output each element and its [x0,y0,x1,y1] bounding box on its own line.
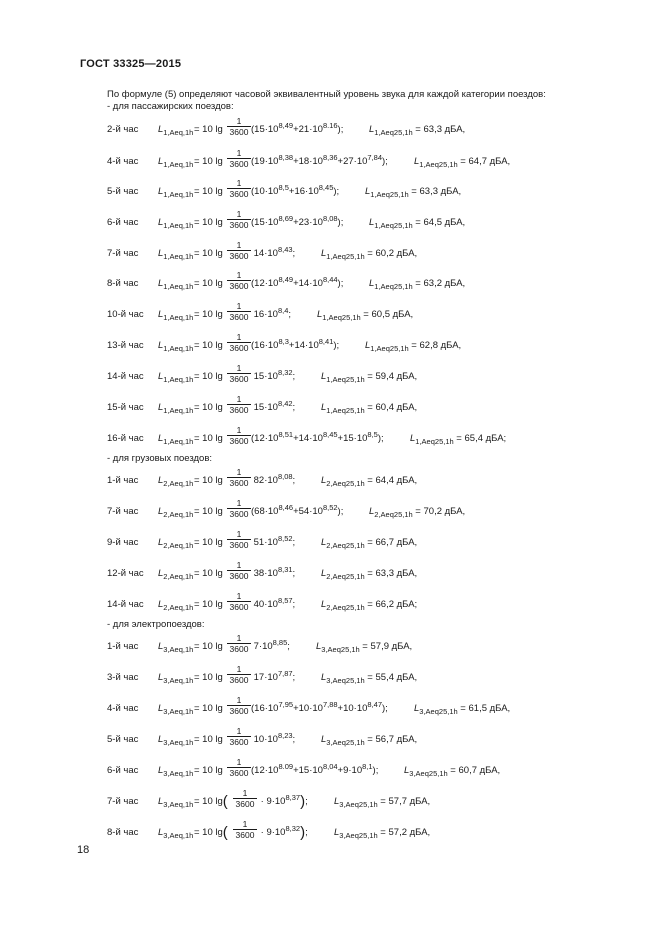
fraction-1-3600: $\frac{1}{3600}$ [227,726,251,747]
formula-row [0,240,661,269]
formula-expression: $38\cdot 10^{8,31}$; [251,565,296,579]
formula-equals: = 10 lg [194,506,223,517]
formula-equals: = 10 lg [194,433,223,444]
hour-label: 5-й час [107,186,139,197]
formula-row [0,664,661,693]
formula-expression: $15\cdot 10^{8,32}$; [251,368,296,382]
formula-lhs: $L_{1,Aeq,1h}$ [158,309,194,322]
formula-lhs: $L_{3,Aeq,1h}$ [158,827,194,840]
formula-expression: $40\cdot 10^{8,57}$; [251,596,296,610]
formula-lhs: $L_{1,Aeq,1h}$ [158,156,194,169]
fraction-1-3600: $\frac{1}{3600}$ [227,332,251,353]
formula-equals: = 10 lg [194,371,223,382]
formula-expression: $15\cdot 10^{8,42}$; [251,399,296,413]
hour-label: 12-й час [107,568,144,579]
formula-row [0,116,661,145]
formula-row [0,178,661,207]
fraction-1-3600: $\frac{1}{3600}$ [227,498,251,519]
formula-row [0,209,661,238]
formula-equals: = 10 lg [194,537,223,548]
hour-label: 7-й час [107,796,139,807]
formula-result: $L_{1,Aeq25,1h} = 63,2$ дБА, [369,278,466,291]
formula-row [0,560,661,589]
formula-lhs: $L_{2,Aeq,1h}$ [158,599,194,612]
formula-equals: = 10 lg [194,599,223,610]
hour-label: 1-й час [107,641,139,652]
hour-label: 4-й час [107,156,139,167]
fraction-1-3600: $\frac{1}{3600}$ [227,664,251,685]
fraction-1-3600: $\frac{1}{3600}$ [227,425,251,446]
formula-row [0,726,661,755]
formula-row [0,301,661,330]
formula-row [0,529,661,558]
fraction-1-3600: $\frac{1}{3600}$ [227,591,251,612]
formula-result: $L_{2,Aeq25,1h} = 66,2$ дБА; [321,599,418,612]
formula-equals: = 10 lg [194,703,223,714]
hour-label: 3-й час [107,672,139,683]
fraction-1-3600: $\frac{1}{3600}$ [227,757,251,778]
formula-lhs: $L_{3,Aeq,1h}$ [158,796,194,809]
formula-lhs: $L_{1,Aeq,1h}$ [158,340,194,353]
formula-expression: · $9\cdot 10^{8,32}$); [258,824,308,841]
formula-expression: $(12\cdot 10^{8.09}+15\cdot 10^{8,04}+9\cdot 10^{8,1})$; [251,762,379,776]
hour-label: 13-й час [107,340,144,351]
formula-expression: $(12\cdot 10^{8,51}+14\cdot 10^{8,45}+15\cdot 10^{8,5})$; [251,430,384,444]
fraction-1-3600: $\frac{1}{3600}$ [227,633,251,654]
formula-equals: = 10 lg [194,641,223,652]
formula-lhs: $L_{3,Aeq,1h}$ [158,703,194,716]
formula-equals: = 10 lg [194,278,223,289]
fraction-1-3600: $\frac{1}{3600}$ [227,148,251,169]
formula-equals: = 10 lg [194,475,223,486]
formula-result: $L_{2,Aeq25,1h} = 63,3$ дБА, [321,568,418,581]
formula-result: $L_{2,Aeq25,1h} = 66,7$ дБА, [321,537,418,550]
formula-expression: $10\cdot 10^{8,23}$; [251,731,296,745]
formula-expression: $14\cdot 10^{8,43}$; [251,245,296,259]
fraction-1-3600: $\frac{1}{3600}$ [227,178,251,199]
formula-lhs: $L_{2,Aeq,1h}$ [158,568,194,581]
fraction-1-3600: $\frac{1}{3600}$ [227,270,251,291]
document-header: ГОСТ 33325—2015 [80,58,182,70]
formula-result: $L_{3,Aeq25,1h} = 57,2$ дБА, [334,827,431,840]
formula-equals: = 10 lg [194,156,223,167]
formula-expression: $(16\cdot 10^{8,3}+14\cdot 10^{8,41})$; [251,337,340,351]
formula-result: $L_{1,Aeq25,1h} = 60,4$ дБА, [321,402,418,415]
fraction-1-3600: $\frac{1}{3600}$ [233,819,257,840]
formula-result: $L_{3,Aeq25,1h} = 61,5$ дБА, [414,703,511,716]
formula-row [0,757,661,786]
hour-label: 6-й час [107,217,139,228]
formula-row [0,788,661,817]
hour-label: 8-й час [107,827,139,838]
hour-label: 14-й час [107,371,144,382]
formula-lhs: $L_{1,Aeq,1h}$ [158,371,194,384]
formula-equals: = 10 lg [194,765,223,776]
formula-result: $L_{1,Aeq25,1h} = 60,5$ дБА, [317,309,414,322]
intro-paragraph [107,89,546,113]
formula-result: $L_{3,Aeq25,1h} = 57,9$ дБА, [316,641,413,654]
formula-lhs: $L_{2,Aeq,1h}$ [158,506,194,519]
formula-row [0,819,661,848]
hour-label: 6-й час [107,765,139,776]
formula-lhs: $L_{3,Aeq,1h}$ [158,734,194,747]
formula-row [0,332,661,361]
section-label-freight: - для грузовых поездов: [107,453,213,464]
fraction-1-3600: $\frac{1}{3600}$ [227,529,251,550]
formula-equals: = 10 lg [194,402,223,413]
formula-result: $L_{1,Aeq25,1h} = 63,3$ дБА, [369,124,466,137]
hour-label: 5-й час [107,734,139,745]
formula-lhs: $L_{1,Aeq,1h}$ [158,433,194,446]
formula-equals: = 10 lg [194,309,223,320]
formula-equals: = 10 lg [194,186,223,197]
fraction-1-3600: $\frac{1}{3600}$ [227,467,251,488]
formula-equals: = 10 lg [194,568,223,579]
formula-equals: = 10 lg [194,672,223,683]
intro-text: По формуле (5) определяют часовой эквивалентный уровень звука для каждой категории поездов: [107,89,546,100]
formula-expression: · $9\cdot 10^{8,37}$); [258,793,308,810]
hour-label: 14-й час [107,599,144,610]
hour-label: 16-й час [107,433,144,444]
hour-label: 9-й час [107,537,139,548]
formula-expression: $(15\cdot 10^{8,69}+23\cdot 10^{8,08})$; [251,214,344,228]
fraction-1-3600: $\frac{1}{3600}$ [227,363,251,384]
formula-lhs: $L_{1,Aeq,1h}$ [158,248,194,261]
formula-result: $L_{3,Aeq25,1h} = 57,7$ дБА, [334,796,431,809]
formula-expression: $(12\cdot 10^{8,49}+14\cdot 10^{8,44})$; [251,275,344,289]
fraction-1-3600: $\frac{1}{3600}$ [227,560,251,581]
formula-lhs: $L_{3,Aeq,1h}$ [158,641,194,654]
formula-lhs: $L_{1,Aeq,1h}$ [158,217,194,230]
formula-row [0,425,661,454]
formula-row [0,394,661,423]
hour-label: 7-й час [107,248,139,259]
hour-label: 15-й час [107,402,144,413]
formula-expression: $(68\cdot 10^{8,46}+54\cdot 10^{8,52})$; [251,503,344,517]
formula-result: $L_{2,Aeq25,1h} = 64,4$ дБА, [321,475,418,488]
formula-lhs: $L_{1,Aeq,1h}$ [158,124,194,137]
fraction-1-3600: $\frac{1}{3600}$ [227,116,251,137]
formula-expression: $51\cdot 10^{8,52}$; [251,534,296,548]
formula-equals: = 10 lg( [194,793,228,810]
formula-row [0,363,661,392]
formula-equals: = 10 lg [194,734,223,745]
formula-expression: $(15\cdot 10^{8,49}+21\cdot 10^{8.16})$; [251,121,344,135]
formula-result: $L_{1,Aeq25,1h} = 59,4$ дБА, [321,371,418,384]
hour-label: 10-й час [107,309,144,320]
formula-equals: = 10 lg( [194,824,228,841]
hour-label: 7-й час [107,506,139,517]
formula-equals: = 10 lg [194,124,223,135]
fraction-1-3600: $\frac{1}{3600}$ [227,695,251,716]
formula-result: $L_{3,Aeq25,1h} = 56,7$ дБА, [321,734,418,747]
formula-expression: $7\cdot 10^{8,85}$; [251,638,290,652]
formula-lhs: $L_{3,Aeq,1h}$ [158,765,194,778]
fraction-1-3600: $\frac{1}{3600}$ [227,301,251,322]
formula-expression: $17\cdot 10^{7,87}$; [251,669,296,683]
hour-label: 8-й час [107,278,139,289]
formula-row [0,633,661,662]
formula-row [0,591,661,620]
formula-lhs: $L_{2,Aeq,1h}$ [158,537,194,550]
formula-result: $L_{3,Aeq25,1h} = 55,4$ дБА, [321,672,418,685]
formula-equals: = 10 lg [194,217,223,228]
formula-result: $L_{1,Aeq25,1h} = 65,4$ дБА; [410,433,507,446]
fraction-1-3600: $\frac{1}{3600}$ [227,394,251,415]
formula-result: $L_{1,Aeq25,1h} = 62,8$ дБА, [365,340,462,353]
page-number: 18 [77,844,90,856]
section-label-passenger: - для пассажирских поездов: [107,101,234,112]
formula-result: $L_{1,Aeq25,1h} = 63,3$ дБА, [365,186,462,199]
formula-result: $L_{1,Aeq25,1h} = 60,2$ дБА, [321,248,418,261]
formula-expression: $16\cdot 10^{8,4}$; [251,306,292,320]
hour-label: 4-й час [107,703,139,714]
formula-row [0,695,661,724]
formula-row [0,148,661,177]
formula-row [0,270,661,299]
formula-lhs: $L_{2,Aeq,1h}$ [158,475,194,488]
formula-lhs: $L_{3,Aeq,1h}$ [158,672,194,685]
formula-lhs: $L_{1,Aeq,1h}$ [158,186,194,199]
formula-lhs: $L_{1,Aeq,1h}$ [158,278,194,291]
formula-equals: = 10 lg [194,248,223,259]
hour-label: 2-й час [107,124,139,135]
formula-row [0,498,661,527]
fraction-1-3600: $\frac{1}{3600}$ [227,209,251,230]
formula-result: $L_{2,Aeq25,1h} = 70,2$ дБА, [369,506,466,519]
fraction-1-3600: $\frac{1}{3600}$ [227,240,251,261]
formula-result: $L_{1,Aeq25,1h} = 64,7$ дБА, [414,156,511,169]
fraction-1-3600: $\frac{1}{3600}$ [233,788,257,809]
section-label-electric: - для электропоездов: [107,619,205,630]
formula-lhs: $L_{1,Aeq,1h}$ [158,402,194,415]
formula-expression: $82\cdot 10^{8,08}$; [251,472,296,486]
formula-equals: = 10 lg [194,340,223,351]
hour-label: 1-й час [107,475,139,486]
formula-expression: $(16\cdot 10^{7,95}+10\cdot 10^{7,88}+10\cdot 10^{8,47})$; [251,700,388,714]
formula-expression: $(19\cdot 10^{8,38}+18\cdot 10^{8,36}+27\cdot 10^{7,84})$; [251,153,388,167]
formula-result: $L_{3,Aeq25,1h} = 60,7$ дБА, [404,765,501,778]
formula-expression: $(10\cdot 10^{8,5}+16\cdot 10^{8,45})$; [251,183,340,197]
formula-result: $L_{1,Aeq25,1h} = 64,5$ дБА, [369,217,466,230]
formula-row [0,467,661,496]
